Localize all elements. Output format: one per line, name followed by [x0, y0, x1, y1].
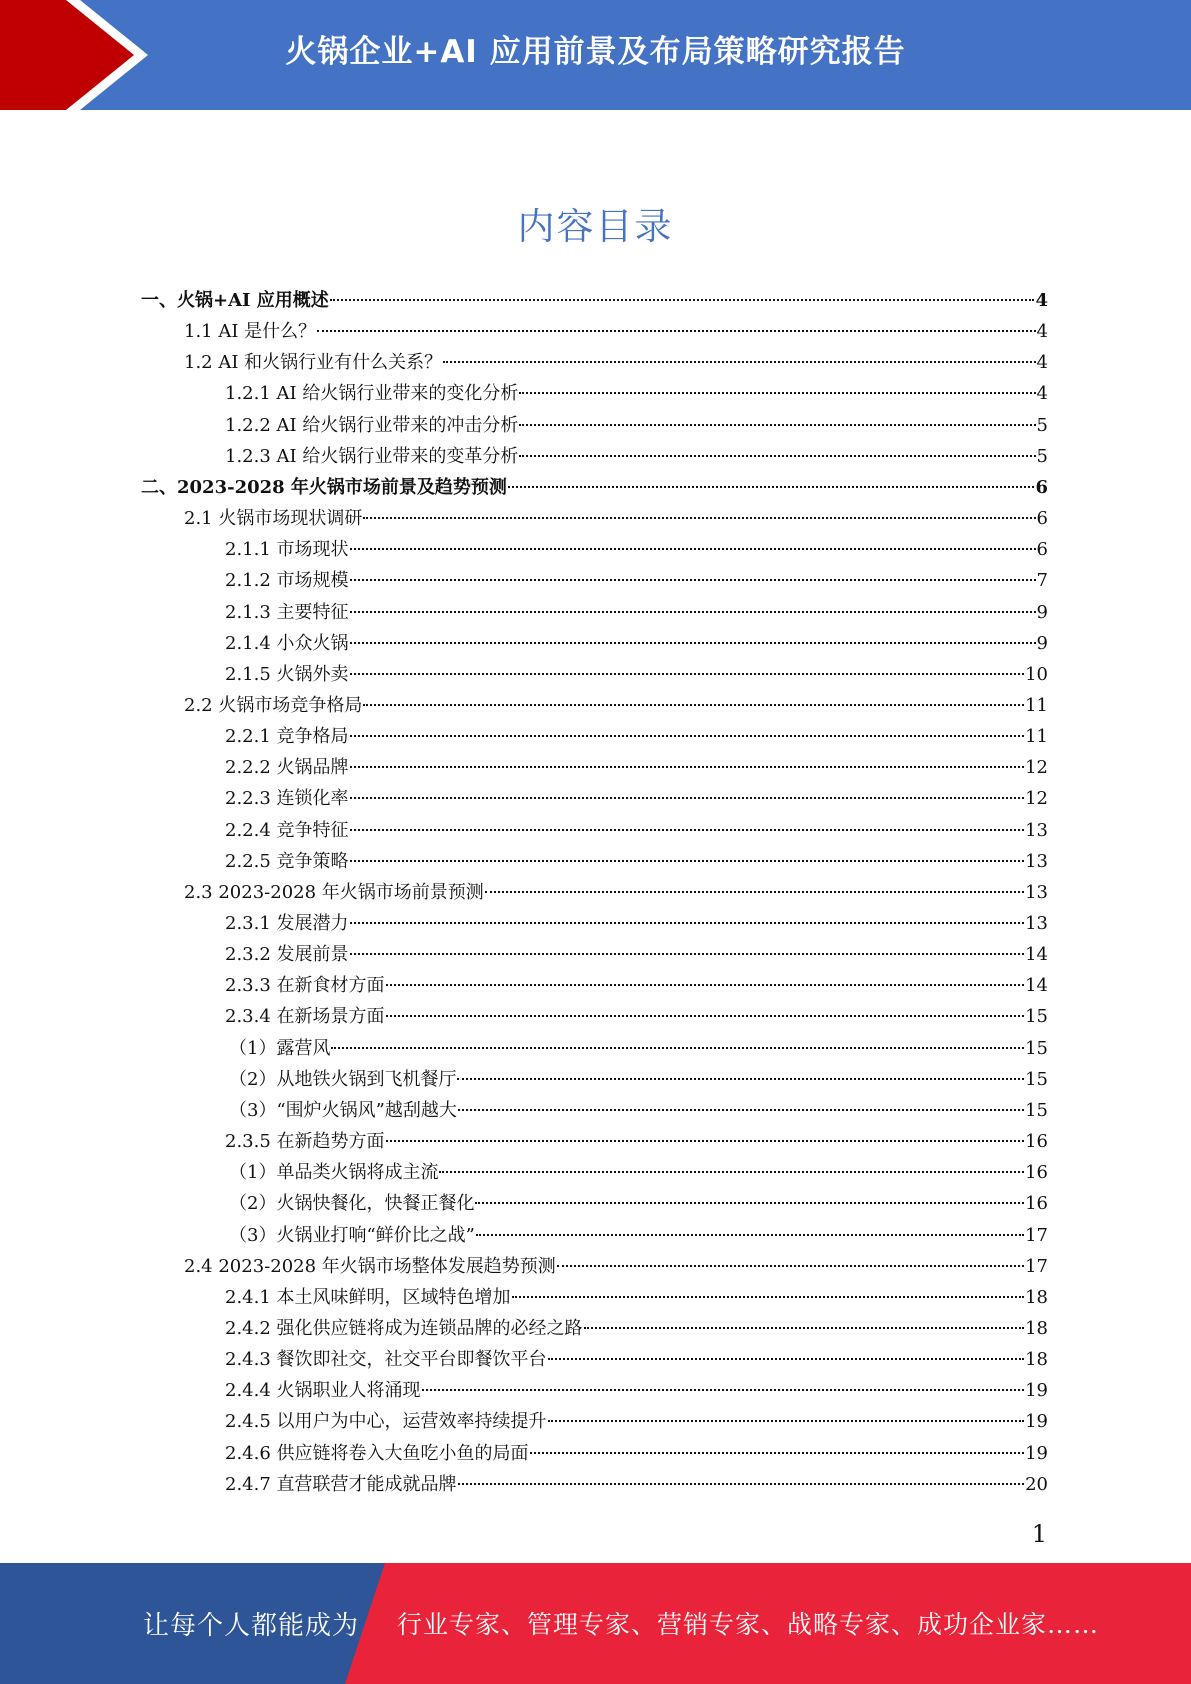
toc-entry-label: 2.2.5 竞争策略	[225, 850, 349, 872]
toc-entry[interactable]	[184, 503, 1048, 534]
footer-slogan-left: 让每个人都能成为	[143, 1611, 360, 1641]
toc-dot-leader	[350, 829, 1025, 831]
toc-entry[interactable]	[229, 1157, 1048, 1188]
toc-entry[interactable]	[225, 1375, 1048, 1406]
toc-entry-page: 13	[1025, 819, 1048, 841]
toc-entry-label: 2.4.4 火锅职业人将涌现	[225, 1380, 421, 1402]
page-number: 1	[1031, 1520, 1047, 1548]
toc-entry-label: 2.3.5 在新趋势方面	[225, 1131, 385, 1153]
toc-entry-page: 14	[1025, 944, 1048, 966]
toc-entry[interactable]	[225, 908, 1048, 939]
toc-entry[interactable]	[184, 347, 1048, 378]
toc-entry[interactable]	[225, 783, 1048, 814]
toc-entry[interactable]	[225, 1344, 1048, 1375]
toc-dot-leader	[548, 1420, 1025, 1422]
toc-entry-label: 1.2 AI 和火锅行业有什么关系？	[184, 352, 443, 374]
toc-entry[interactable]	[225, 1126, 1048, 1157]
toc-entry-label: 二、2023-2028 年火锅市场前景及趋势预测	[141, 476, 507, 498]
toc-dot-leader	[386, 1015, 1025, 1017]
toc-entry-label: 2.2.2 火锅品牌	[225, 757, 349, 779]
toc-entry-label: 2.3.4 在新场景方面	[225, 1006, 385, 1028]
toc-dot-leader	[485, 891, 1024, 893]
toc-entry-page: 17	[1025, 1255, 1048, 1277]
toc-dot-leader	[363, 704, 1024, 706]
toc-entry-page: 15	[1025, 1006, 1048, 1028]
toc-dot-leader	[350, 797, 1025, 799]
toc-entry-label: 2.4.1 本土风味鲜明，区域特色增加	[225, 1286, 511, 1308]
toc-entry-page: 16	[1025, 1193, 1048, 1215]
toc-dot-leader	[331, 1047, 1024, 1049]
toc-dot-leader	[350, 579, 1036, 581]
toc-entry-label: （3）“围炉火锅风”越刮越大	[229, 1099, 457, 1121]
toc-entry-page: 4	[1035, 290, 1048, 311]
toc-entry-label: 2.1 火锅市场现状调研	[184, 508, 363, 530]
toc-entry[interactable]	[229, 1033, 1048, 1064]
toc-entry-label: 1.2.3 AI 给火锅行业带来的变革分析	[225, 445, 519, 467]
toc-entry-page: 14	[1025, 975, 1048, 997]
toc-entry-label: 2.4.5 以用户为中心，运营效率持续提升	[225, 1411, 547, 1433]
toc-entry-label: 2.1.1 市场现状	[225, 539, 349, 561]
toc-entry[interactable]	[225, 752, 1048, 783]
toc-dot-leader	[350, 860, 1025, 862]
report-title: 火锅企业+AI 应用前景及布局策略研究报告	[285, 34, 906, 70]
toc-entry[interactable]	[225, 846, 1048, 877]
toc-dot-leader	[519, 455, 1035, 457]
toc-dot-leader	[350, 766, 1025, 768]
toc-entry[interactable]	[141, 285, 1048, 316]
toc-dot-leader	[519, 392, 1035, 394]
toc-dot-leader	[439, 1171, 1024, 1173]
toc-entry[interactable]	[225, 659, 1048, 690]
toc-entry-page: 12	[1025, 788, 1048, 810]
toc-entry-page: 15	[1025, 1068, 1048, 1090]
toc-entry-label: 2.4.2 强化供应链将成为连锁品牌的必经之路	[225, 1317, 583, 1339]
toc-dot-leader	[458, 1109, 1024, 1111]
toc-entry[interactable]	[225, 970, 1048, 1001]
toc-entry[interactable]	[229, 1095, 1048, 1126]
toc-entry-page: 11	[1025, 694, 1048, 716]
toc-entry-page: 16	[1025, 1162, 1048, 1184]
toc-entry-page: 6	[1036, 508, 1048, 530]
toc-dot-leader	[386, 1140, 1025, 1142]
toc-entry[interactable]	[225, 1438, 1048, 1469]
toc-entry[interactable]	[225, 815, 1048, 846]
toc-entry-page: 4	[1036, 383, 1048, 405]
toc-entry[interactable]	[184, 690, 1048, 721]
toc-entry-page: 9	[1036, 601, 1048, 623]
toc-entry-page: 10	[1025, 663, 1048, 685]
toc-entry-label: 2.4.6 供应链将卷入大鱼吃小鱼的局面	[225, 1442, 529, 1464]
toc-entry[interactable]	[225, 1313, 1048, 1344]
toc-entry-page: 19	[1025, 1380, 1048, 1402]
toc-entry[interactable]	[229, 1064, 1048, 1095]
toc-entry-label: （2）从地铁火锅到飞机餐厅	[229, 1068, 457, 1090]
toc-entry[interactable]	[225, 1406, 1048, 1437]
toc-entry-page: 9	[1036, 632, 1048, 654]
toc-entry[interactable]	[184, 1251, 1048, 1282]
toc-entry-page: 13	[1025, 913, 1048, 934]
toc-entry-label: 2.2.4 竞争特征	[225, 819, 349, 841]
toc-entry-page: 4	[1036, 352, 1048, 374]
toc-entry[interactable]	[225, 721, 1048, 752]
toc-entry-page: 18	[1025, 1349, 1048, 1371]
toc-entry-page: 12	[1025, 757, 1048, 779]
toc-dot-leader	[363, 517, 1035, 519]
toc-entry-label: （1）露营风	[229, 1037, 331, 1059]
footer-band	[0, 1563, 1191, 1684]
toc-entry-page: 19	[1025, 1442, 1048, 1464]
toc-dot-leader	[422, 1389, 1025, 1391]
toc-entry-label: 2.2 火锅市场竞争格局	[184, 694, 363, 716]
toc-entry-label: 2.3.2 发展前景	[225, 944, 349, 966]
toc-dot-leader	[386, 984, 1025, 986]
toc-dot-leader	[508, 486, 1035, 488]
toc-entry-page: 5	[1036, 414, 1048, 436]
toc-entry-label: 2.4.7 直营联营才能成就品牌	[225, 1473, 457, 1495]
toc-dot-leader	[350, 548, 1036, 550]
toc-dot-leader	[443, 361, 1035, 363]
toc-entry-page: 6	[1035, 476, 1048, 498]
toc-entry[interactable]	[141, 472, 1048, 503]
toc-entry[interactable]	[229, 1220, 1048, 1251]
toc-entry[interactable]	[184, 877, 1048, 908]
toc-entry-page: 18	[1025, 1286, 1048, 1308]
toc-dot-leader	[350, 735, 1025, 737]
toc-dot-leader	[475, 1202, 1024, 1204]
toc-entry-label: 2.2.3 连锁化率	[225, 788, 349, 810]
toc-dot-leader	[512, 1296, 1025, 1298]
toc-dot-leader	[457, 1078, 1024, 1080]
toc-entry[interactable]	[229, 1188, 1048, 1219]
toc-entry[interactable]	[225, 597, 1048, 628]
toc-entry[interactable]	[225, 441, 1048, 472]
toc-entry[interactable]	[225, 378, 1048, 409]
toc-entry-label: 2.1.5 火锅外卖	[225, 663, 349, 685]
toc-dot-leader	[350, 673, 1025, 675]
toc-entry-label: （2）火锅快餐化，快餐正餐化	[229, 1193, 475, 1215]
toc-entry-page: 13	[1025, 850, 1048, 872]
footer-slogan-right: 行业专家、管理专家、营销专家、战略专家、成功企业家……	[397, 1610, 1100, 1639]
toc-entry-label: 2.3.1 发展潜力	[225, 913, 349, 934]
toc-entry-label: 2.2.1 竞争格局	[225, 726, 349, 748]
toc-entry-page: 15	[1025, 1099, 1048, 1121]
toc-entry-label: 2.4.3 餐饮即社交，社交平台即餐饮平台	[225, 1349, 547, 1371]
toc-heading: 内容目录	[517, 205, 674, 248]
toc-entry-label: 1.2.2 AI 给火锅行业带来的冲击分析	[225, 414, 519, 436]
toc-entry-label: 2.1.4 小众火锅	[225, 632, 349, 654]
toc-entry-label: 1.2.1 AI 给火锅行业带来的变化分析	[225, 383, 519, 405]
toc-entry-label: （3）火锅业打响“鲜价比之战”	[229, 1224, 475, 1246]
toc-entry-page: 18	[1025, 1317, 1048, 1339]
toc-entry[interactable]	[225, 628, 1048, 659]
toc-entry-page: 13	[1025, 881, 1048, 903]
toc-entry-label: 2.3 2023-2028 年火锅市场前景预测	[184, 881, 484, 903]
toc-dot-leader	[350, 611, 1036, 613]
toc-dot-leader	[317, 330, 1035, 332]
toc-entry[interactable]	[225, 1469, 1048, 1500]
toc-entry-label: （1）单品类火锅将成主流	[229, 1162, 439, 1184]
toc-entry-page: 17	[1025, 1224, 1048, 1246]
toc-entry-page: 6	[1036, 539, 1048, 561]
toc-entry[interactable]	[225, 1001, 1048, 1032]
toc-entry-label: 2.4 2023-2028 年火锅市场整体发展趋势预测	[184, 1255, 556, 1277]
toc-dot-leader	[519, 424, 1035, 426]
toc-entry-page: 20	[1025, 1473, 1048, 1495]
toc-entry-page: 11	[1025, 726, 1048, 748]
toc-entry-page: 7	[1036, 570, 1048, 592]
toc-entry-label: 2.1.3 主要特征	[225, 601, 349, 623]
toc-dot-leader	[548, 1358, 1025, 1360]
toc-entry-page: 4	[1036, 321, 1048, 343]
toc-entry[interactable]	[184, 316, 1048, 347]
toc-entry[interactable]	[225, 1282, 1048, 1313]
toc-entry-label: 一、火锅+AI 应用概述	[141, 290, 329, 311]
toc-entry[interactable]	[225, 410, 1048, 441]
toc-entry-label: 1.1 AI 是什么？	[184, 321, 317, 343]
toc-dot-leader	[350, 922, 1025, 924]
toc-dot-leader	[330, 299, 1035, 301]
toc-dot-leader	[350, 642, 1036, 644]
toc-entry[interactable]	[225, 939, 1048, 970]
toc-entry[interactable]	[225, 565, 1048, 596]
toc-dot-leader	[530, 1452, 1025, 1454]
toc-entry-page: 16	[1025, 1131, 1048, 1153]
toc-dot-leader	[557, 1265, 1024, 1267]
toc-entry-page: 15	[1025, 1037, 1048, 1059]
toc-dot-leader	[584, 1327, 1025, 1329]
toc-entry-label: 2.1.2 市场规模	[225, 570, 349, 592]
toc-entry-page: 5	[1036, 445, 1048, 467]
toc-dot-leader	[458, 1483, 1025, 1485]
toc-entry-page: 19	[1025, 1411, 1048, 1433]
header-band	[0, 0, 1191, 110]
toc-entry-label: 2.3.3 在新食材方面	[225, 975, 385, 997]
toc-dot-leader	[476, 1234, 1024, 1236]
toc-dot-leader	[350, 953, 1025, 955]
toc-entry[interactable]	[225, 534, 1048, 565]
